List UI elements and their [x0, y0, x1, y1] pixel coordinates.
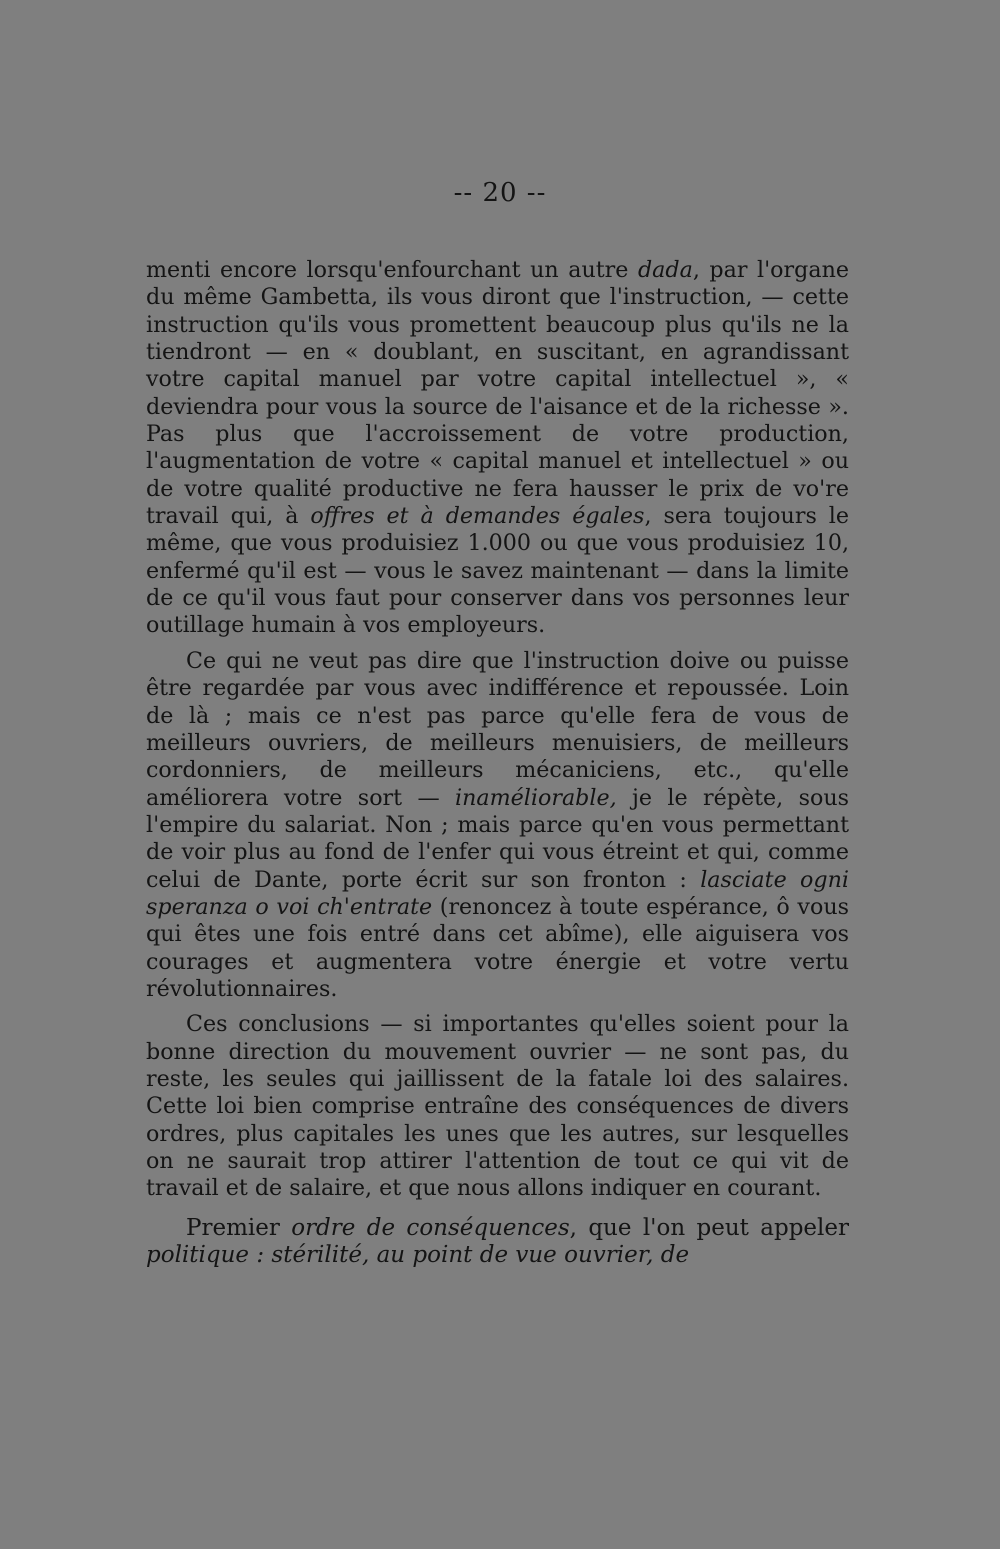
p2-italic-lasciate: lasciate ogni speranza o voi ch'entrate — [146, 866, 849, 920]
p1-italic-dada: dada — [637, 257, 693, 283]
p1-italic-offres: offres et à demandes égales — [310, 503, 645, 530]
paragraph-3 — [146, 1011, 849, 1202]
p2-text-a: Ce qui ne veut pas dire que l'instruction doive ou puisse être regardée par vous avec indifférence et repoussée. Loin de là ; mais ce n'est pas parce qu'elle fera de vous de meilleurs ouvriers, de meilleurs menuisiers, de meilleurs cordonniers, de meilleurs mécaniciens, etc., qu'elle améliorera votre sort — — [146, 647, 849, 811]
body-text — [146, 257, 849, 1277]
paragraph-4 — [146, 1215, 849, 1270]
p2-italic-inameliorable: inaméliorable, — [455, 784, 617, 811]
paragraph-1 — [146, 257, 849, 640]
p2-text-e: (renoncez à toute espérance, ô vous qui êtes une fois entré dans cet abîme), elle aiguisera vos courages et augmentera votre énergie et votre vertu révolutionnaires. — [146, 893, 849, 1002]
p4-italic-ordre: ordre de conséquences — [291, 1214, 570, 1241]
p1-text-a: menti encore lorsqu'enfourchant un autre — [146, 257, 638, 283]
p2-text-c: je le répète, sous l'empire du salariat. Non ; mais parce qu'en vous permettant de voir plus au fond de l'enfer qui vous étreint et qui, comme celui de Dante, porte écrit sur son fronton : — [146, 784, 849, 893]
p1-text-c: , par l'organe du même Gambetta, ils vous diront que l'instruction, — cette instruction qu'ils vous promettent beaucoup plus qu'ils ne la tiendront — en « doublant, en suscitant, en agrandissant votre capital manuel par votre capital intellectuel », « deviendra pour vous la source de l'aisance et de la richesse ». Pas plus que l'accroissement de votre production, l'augmentation de votre « capital manuel et intellectuel » ou de votre qualité productive ne fera hausser le prix de vo're travail qui, à — [146, 257, 849, 530]
p4-text-a: Premier — [186, 1214, 292, 1241]
page-number: -- 20 -- — [453, 178, 547, 208]
p4-text-c: , que l'on peut appeler — [569, 1214, 849, 1241]
p4-italic-politique: politique : stérilité, au point de vue ouvrier, de — [146, 1242, 690, 1269]
p1-text-e: , sera toujours le même, que vous produisiez 1.000 ou que vous produisiez 10, enfermé qu'il est — vous le savez maintenant — dans la limite de ce qu'il vous faut pour conserver dans vos personnes leur outillage humain à vos employeurs. — [146, 503, 849, 639]
p3-text-a: Ces conclusions — si importantes qu'elles soient pour la bonne direction du mouvement ouvrier — ne sont pas, du reste, les seules qui jaillissent de la fatale loi des salaires. Cette loi bien comprise entraîne des conséquences de divers ordres, plus capitales les unes que les autres, sur lesquelles on ne saurait trop attirer l'attention de tout ce qui vit de travail et de salaire, et que nous allons indiquer en courant. — [146, 1011, 849, 1202]
paragraph-2 — [146, 648, 849, 1003]
